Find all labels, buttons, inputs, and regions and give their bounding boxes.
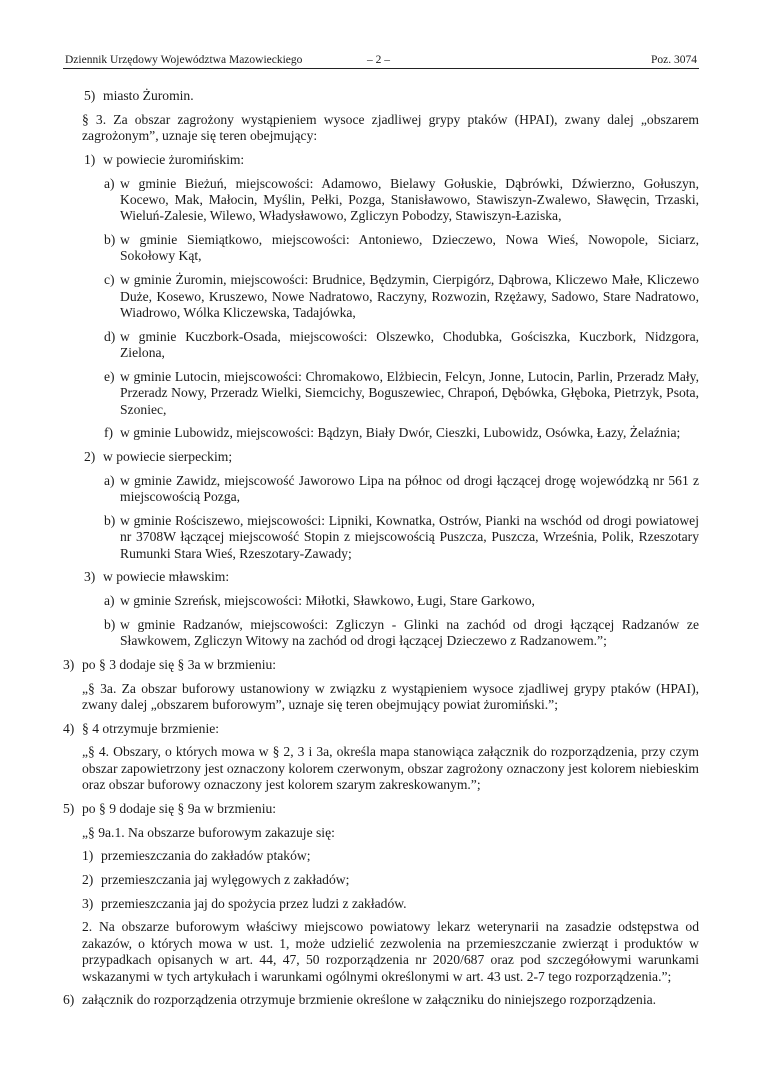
- amendment-item: [63, 801, 699, 817]
- item-label: 3): [82, 895, 94, 911]
- item-label: 5): [84, 88, 96, 103]
- item-label: 2): [84, 448, 96, 464]
- item-text: w gminie Kuczbork-Osada, miejscowości: Olszewko, Chodubka, Gościszka, Kuczbork, Nidzgora, Zielona,: [120, 328, 699, 361]
- list-item: [63, 329, 699, 362]
- item-text: w gminie Bieżuń, miejscowości: Adamowo, Bielawy Gołuskie, Dąbrówki, Dźwierzno, Gołuszyn, Kocewo, Mak, Małocin, Myślin, Pełki, Pozga, Stanisławowo, Stawiszyn-Zwalewo, Sławęcin, Trzaski, Wieluń-Zalesie, Wilewo, Władysławowo, Zgliczyn Pobodzy, Stawiszyn-Łaziska,: [120, 175, 699, 224]
- list-item: [63, 848, 699, 864]
- page-header: [63, 51, 699, 69]
- list-item: [63, 449, 699, 465]
- item-label: e): [104, 368, 115, 384]
- item-label: b): [104, 232, 116, 248]
- item-label: 6): [63, 992, 75, 1008]
- item-text: miasto Żuromin.: [103, 88, 194, 103]
- list-item: [63, 593, 699, 609]
- quoted-paragraph: „§ 4. Obszary, o których mowa w § 2, 3 i 3a, określa mapa stanowiąca załącznik do rozporządzenia, przy czym obszar zapowietrzony jest oznaczony kolorem czerwonym, obszar zagrożony oznaczony jest kolorem niebieskim oraz obszar buforowy oznaczony jest kolorem szarym zakreskowanym.”;: [82, 744, 699, 793]
- item-label: d): [104, 328, 116, 344]
- item-text: załącznik do rozporządzenia otrzymuje brzmienie określone w załączniku do niniejszego rozporządzenia.: [82, 992, 657, 1008]
- item-label: b): [104, 616, 116, 632]
- list-item: [63, 425, 699, 441]
- item-text: w gminie Szreńsk, miejscowości: Miłotki, Sławkowo, Ługi, Stare Garkowo,: [120, 593, 535, 609]
- amendment-item: [63, 657, 699, 673]
- item-text: w gminie Zawidz, miejscowość Jaworowo Lipa na północ od drogi łączącej drogę wojewódzką nr 561 z miejscowością Pozga,: [120, 472, 699, 505]
- list-item: [63, 872, 699, 888]
- list-item: [63, 896, 699, 912]
- list-item: [63, 88, 699, 104]
- position-number: Poz. 3074: [651, 54, 697, 66]
- item-text: w gminie Rościszewo, miejscowości: Lipniki, Kownatka, Ostrów, Pianki na wschód od drogi powiatowej nr 3708W łączącej miejscowość Stopin z miejscowością Puszcza, Puszcza, Września, Polik, Rzeszotary Rumunki Stara Wieś, Rzeszotary-Zawady;: [120, 512, 699, 561]
- item-text: po § 9 dodaje się § 9a w brzmieniu:: [82, 800, 277, 816]
- item-text: przemieszczania do zakładów ptaków;: [101, 848, 311, 864]
- item-text: po § 3 dodaje się § 3a w brzmieniu:: [82, 656, 277, 672]
- item-text: w gminie Siemiątkowo, miejscowości: Antoniewo, Dzieczewo, Nowa Wieś, Nowopole, Siciarz, Sokołowy Kąt,: [120, 232, 699, 264]
- list-item: [63, 176, 699, 225]
- item-text: w powiecie żuromińskim:: [103, 151, 245, 167]
- item-text: przemieszczania jaj do spożycia przez ludzi z zakładów.: [101, 895, 407, 911]
- item-label: a): [104, 593, 115, 609]
- item-text: w powiecie mławskim:: [103, 569, 230, 585]
- quoted-paragraph: „§ 3a. Za obszar buforowy ustanowiony w związku z wystąpieniem wysoce zjadliwej grypy ptaków (HPAI), zwany dalej „obszarem buforowym”, uznaje się teren obejmujący powiat żuromiński.”;: [82, 680, 699, 712]
- item-label: 3): [63, 656, 75, 672]
- list-item: [63, 569, 699, 585]
- item-text: w powiecie sierpeckim;: [103, 448, 233, 464]
- item-label: a): [104, 472, 115, 488]
- amendment-item: [63, 721, 699, 737]
- journal-title: Dziennik Urzędowy Województwa Mazowieckiego: [65, 54, 303, 66]
- item-label: f): [104, 425, 114, 441]
- list-item: [63, 369, 699, 418]
- item-label: b): [104, 512, 116, 528]
- item-label: 3): [84, 569, 96, 585]
- list-item: [63, 272, 699, 321]
- item-label: 1): [84, 151, 96, 167]
- item-label: c): [104, 272, 115, 288]
- item-label: 2): [82, 871, 94, 887]
- item-label: 1): [82, 848, 94, 864]
- item-text: § 4 otrzymuje brzmienie:: [82, 720, 220, 736]
- paragraph-section-3: § 3. Za obszar zagrożony wystąpieniem wysoce zjadliwej grypy ptaków (HPAI), zwany dalej „obszarem zagrożonym”, uznaje się teren obejmujący:: [82, 111, 699, 144]
- item-text: w gminie Lutocin, miejscowości: Chromakowo, Elżbiecin, Felcyn, Jonne, Lutocin, Parlin, Przeradz Mały, Przeradz Nowy, Przeradz Wielki, Siemcichy, Boguszewiec, Chrapoń, Dębówka, Głęboka, Pietrzyk, Psota, Szoniec,: [120, 368, 699, 417]
- list-item: [63, 232, 699, 265]
- item-text: w gminie Lubowidz, miejscowości: Bądzyn, Biały Dwór, Cieszki, Lubowidz, Osówka, Łazy, Żelaźnia;: [120, 425, 681, 441]
- list-item: [63, 473, 699, 506]
- list-item: [63, 617, 699, 650]
- page-number: – 2 –: [367, 54, 390, 66]
- item-text: w gminie Żuromin, miejscowości: Brudnice, Będzymin, Cierpigórz, Dąbrowa, Kliczewo Małe, Kliczewo Duże, Kosewo, Kruszewo, Nowe Nadratowo, Raczyny, Rozwozin, Rzężawy, Sadowo, Stare Nadratowo, Wiadrowo, Wólka Kliczewska, Tadajówka,: [120, 272, 699, 320]
- list-item: [63, 152, 699, 168]
- item-text: w gminie Radzanów, miejscowości: Zgliczyn - Glinki na zachód od drogi łączącej Radzanów ze Sławkowem, Zgliczyn Witowy na zachód od drogi łączącej Dzieczewo z Radzanowem.”;: [120, 616, 699, 649]
- list-item: [63, 513, 699, 562]
- quoted-paragraph: 2. Na obszarze buforowym właściwy miejscowo powiatowy lekarz weterynarii na zasadzie odstępstwa od zakazów, o których mowa w ust. 1, może udzielić zezwolenia na przemieszczanie zwierząt i produktów w przypadkach opisanych w art. 44, 47, 50 rozporządzenia nr 2020/687 oraz pod szczegółowymi warunkami wskazanymi w tych artykułach i warunkami ogólnymi określonymi w art. 43 ust. 2-7 tego rozporządzenia.”;: [82, 919, 699, 984]
- document-body: [63, 88, 699, 1016]
- item-label: 4): [63, 720, 75, 736]
- quoted-paragraph: „§ 9a.1. Na obszarze buforowym zakazuje się:: [82, 824, 335, 840]
- amendment-item: [63, 992, 699, 1008]
- item-label: 5): [63, 800, 75, 816]
- item-label: a): [104, 175, 115, 191]
- item-text: przemieszczania jaj wylęgowych z zakładów;: [101, 871, 350, 887]
